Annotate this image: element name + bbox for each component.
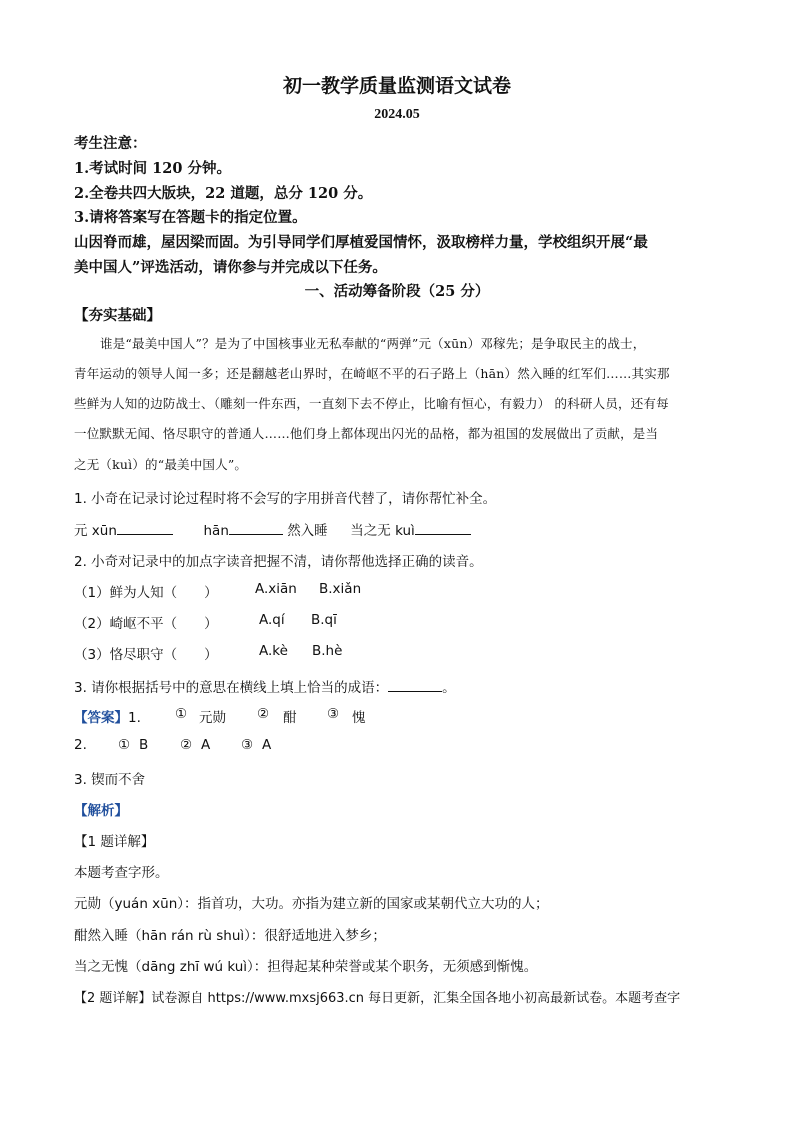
answer-label: 【答案】 bbox=[74, 710, 128, 726]
section-title: 一、活动筹备阶段（25 分） bbox=[304, 283, 490, 300]
answer-2-item-3-mark: ③ bbox=[241, 737, 254, 753]
answer-2-item-1-mark: ① bbox=[118, 737, 131, 753]
answer-1-item-1-text: 元勋 bbox=[199, 710, 226, 726]
q1-blanks bbox=[74, 519, 471, 539]
intro-line-1: 山因脊而雄，屋因梁而固。为引导同学们厚植爱国情怀，汲取榜样力量，学校组织开展“最 bbox=[74, 234, 648, 251]
analysis-line-1: 本题考查字形。 bbox=[74, 865, 169, 881]
answer-2-item-1-text: B bbox=[139, 737, 149, 753]
analysis-sub-1: 【1 题详解】 bbox=[74, 834, 155, 850]
q1-stem: 1. 小奇在记录讨论过程时将不会写的字用拼音代替了，请你帮忙补全。 bbox=[74, 491, 497, 507]
passage-line-3: 些鲜为人知的边防战士、（雕刻一件东西，一直刻下去不停止，比喻有恒心，有毅力） 的科研人员，还有每 bbox=[74, 396, 669, 411]
answer-2-item-3-text: A bbox=[262, 737, 272, 753]
q2-item-3-option-b[interactable]: B.hè bbox=[312, 643, 343, 659]
q1-c-prefix: 当之无 kuì bbox=[350, 523, 415, 539]
q3-stem: 3. 请你根据括号中的意思在横线上填上恰当的成语： bbox=[74, 680, 389, 696]
q1-b-prefix: hān bbox=[203, 523, 229, 539]
answer-1-num: 1. bbox=[128, 710, 141, 726]
exam-title: 初一教学质量监测语文试卷 bbox=[282, 75, 511, 97]
answer-1-item-3-text: 愧 bbox=[352, 710, 366, 726]
answer-1-item-2-mark: ② bbox=[257, 706, 270, 722]
q2-item-3-label: （3）恪尽职守（ ） bbox=[74, 647, 218, 663]
exam-date: 2024.05 bbox=[374, 107, 420, 122]
intro-line-2: 美中国人”评选活动，请你参与并完成以下任务。 bbox=[74, 259, 387, 276]
q2-item-1 bbox=[74, 581, 218, 601]
passage-line-1: 谁是“最美中国人”？是为了中国核事业无私奉献的“两弹”元（xūn）邓稼先；是争取民主的战士， bbox=[100, 336, 646, 351]
notice-item-3: 3.请将答案写在答题卡的指定位置。 bbox=[74, 209, 307, 226]
q2-item-2 bbox=[74, 612, 218, 632]
q1-blank-b[interactable] bbox=[229, 520, 283, 535]
notice-item-2: 2.全卷共四大版块，22 道题，总分 120 分。 bbox=[74, 185, 373, 202]
answer-2-item-2-mark: ② bbox=[180, 737, 193, 753]
q2-item-1-option-a[interactable]: A.xiān bbox=[255, 581, 297, 597]
analysis-line-2: 元勋（yuán xūn）：指首功，大功。亦指为建立新的国家或某朝代立大功的人； bbox=[74, 896, 549, 912]
passage-line-2: 青年运动的领导人闻一多；还是翻越老山界时，在崎岖不平的石子路上（hān）然入睡的红军们……其实那 bbox=[74, 366, 670, 381]
answer-1-item-1-mark: ① bbox=[175, 706, 188, 722]
q3-blank[interactable] bbox=[388, 677, 442, 692]
q2-item-2-option-a[interactable]: A.qí bbox=[259, 612, 285, 628]
q2-stem: 2. 小奇对记录中的加点字读音把握不清，请你帮他选择正确的读音。 bbox=[74, 554, 483, 570]
answer-3: 3. 锲而不舍 bbox=[74, 772, 146, 788]
q1-a-prefix: 元 xūn bbox=[74, 523, 117, 539]
q2-item-3 bbox=[74, 643, 218, 663]
answer-line-1 bbox=[74, 706, 141, 726]
analysis-label: 【解析】 bbox=[74, 803, 128, 819]
analysis-line-3: 酣然入睡（hān rán rù shuì）：很舒适地进入梦乡； bbox=[74, 928, 386, 944]
subsection-heading: 【夯实基础】 bbox=[74, 307, 161, 324]
q2-item-2-label: （2）崎岖不平（ ） bbox=[74, 616, 218, 632]
q2-item-2-option-b[interactable]: B.qī bbox=[311, 612, 337, 628]
answer-2-num: 2. bbox=[74, 737, 87, 753]
q3-line bbox=[74, 676, 456, 696]
notice-heading: 考生注意： bbox=[74, 135, 147, 152]
analysis-line-4: 当之无愧（dāng zhī wú kuì）：担得起某种荣誉或某个职务，无须感到惭愧。 bbox=[74, 959, 538, 975]
passage-line-4: 一位默默无闻、恪尽职守的普通人……他们身上都体现出闪光的品格，都为祖国的发展做出了贡献，是当 bbox=[74, 426, 659, 441]
q1-blank-c[interactable] bbox=[415, 520, 471, 535]
analysis-line-5: 【2 题详解】试卷源自 https://www.mxsj663.cn 每日更新，汇集全国各地小初高最新试卷。本题考查字 bbox=[74, 991, 681, 1006]
q2-item-1-option-b[interactable]: B.xiǎn bbox=[319, 581, 362, 597]
notice-item-1: 1.考试时间 120 分钟。 bbox=[74, 160, 232, 177]
q2-item-3-option-a[interactable]: A.kè bbox=[259, 643, 288, 659]
passage-line-5: 之无（kuì）的“最美中国人”。 bbox=[74, 457, 248, 472]
answer-2-item-2-text: A bbox=[201, 737, 211, 753]
answer-1-item-3-mark: ③ bbox=[327, 706, 340, 722]
q2-item-1-label: （1）鲜为人知（ ） bbox=[74, 585, 218, 601]
q3-end: 。 bbox=[442, 680, 456, 696]
q1-b-suffix: 然入睡 bbox=[287, 523, 328, 539]
q1-blank-a[interactable] bbox=[117, 520, 173, 535]
answer-1-item-2-text: 酣 bbox=[283, 710, 297, 726]
